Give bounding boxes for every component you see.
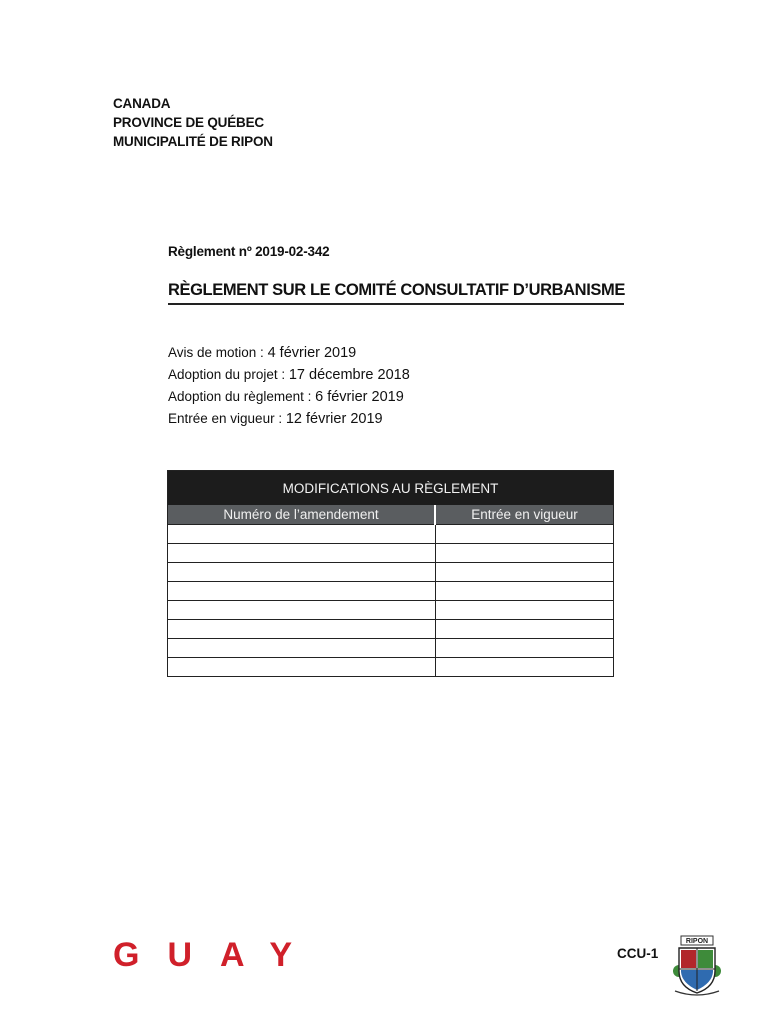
table-row xyxy=(168,620,614,639)
effective-cell xyxy=(435,601,614,620)
date-label: Adoption du règlement : xyxy=(168,389,312,404)
table-row xyxy=(168,658,614,677)
table-row xyxy=(168,601,614,620)
effective-cell xyxy=(435,639,614,658)
effective-cell xyxy=(435,525,614,544)
date-row-adoption xyxy=(168,386,410,408)
regulation-number: Règlement nº 2019-02-342 xyxy=(168,244,330,259)
effective-cell xyxy=(435,544,614,563)
amendment-number-header: Numéro de l’amendement xyxy=(168,505,436,525)
table-row xyxy=(168,544,614,563)
date-row-project xyxy=(168,364,410,386)
modifications-title: MODIFICATIONS AU RÈGLEMENT xyxy=(168,471,614,506)
country-label: CANADA xyxy=(113,96,171,111)
effective-cell xyxy=(435,563,614,582)
amendment-cell xyxy=(168,601,436,620)
table-row xyxy=(168,582,614,601)
amendment-cell xyxy=(168,639,436,658)
date-label: Adoption du projet : xyxy=(168,367,286,382)
amendment-cell xyxy=(168,525,436,544)
modifications-table xyxy=(167,470,614,677)
guay-logo: GUAY xyxy=(113,936,321,974)
date-label: Entrée en vigueur : xyxy=(168,411,283,426)
amendment-cell xyxy=(168,582,436,601)
table-row xyxy=(168,525,614,544)
amendment-cell xyxy=(168,658,436,677)
date-row-notice xyxy=(168,342,410,364)
date-label: Avis de motion : xyxy=(168,345,264,360)
date-row-effective xyxy=(168,408,410,430)
province-label: PROVINCE DE QUÉBEC xyxy=(113,115,264,130)
amendment-cell xyxy=(168,563,436,582)
date-value: 4 février 2019 xyxy=(267,345,357,361)
crest-label: RIPON xyxy=(685,938,709,946)
municipality-label: MUNICIPALITÉ DE RIPON xyxy=(113,134,273,149)
regulation-dates xyxy=(168,342,410,430)
effective-cell xyxy=(435,658,614,677)
date-value: 17 décembre 2018 xyxy=(288,367,410,383)
date-value: 12 février 2019 xyxy=(285,411,383,427)
table-row xyxy=(168,639,614,658)
table-row xyxy=(168,563,614,582)
effective-cell xyxy=(435,620,614,639)
date-value: 6 février 2019 xyxy=(315,389,404,405)
ripon-crest-icon xyxy=(672,935,722,997)
effective-cell xyxy=(435,582,614,601)
page-code: CCU-1 xyxy=(617,946,659,961)
amendment-cell xyxy=(168,620,436,639)
municipal-header xyxy=(113,94,273,151)
regulation-title: RÈGLEMENT SUR LE COMITÉ CONSULTATIF D’URBANISME xyxy=(168,281,624,305)
amendment-cell xyxy=(168,544,436,563)
effective-date-header: Entrée en vigueur xyxy=(435,505,614,525)
